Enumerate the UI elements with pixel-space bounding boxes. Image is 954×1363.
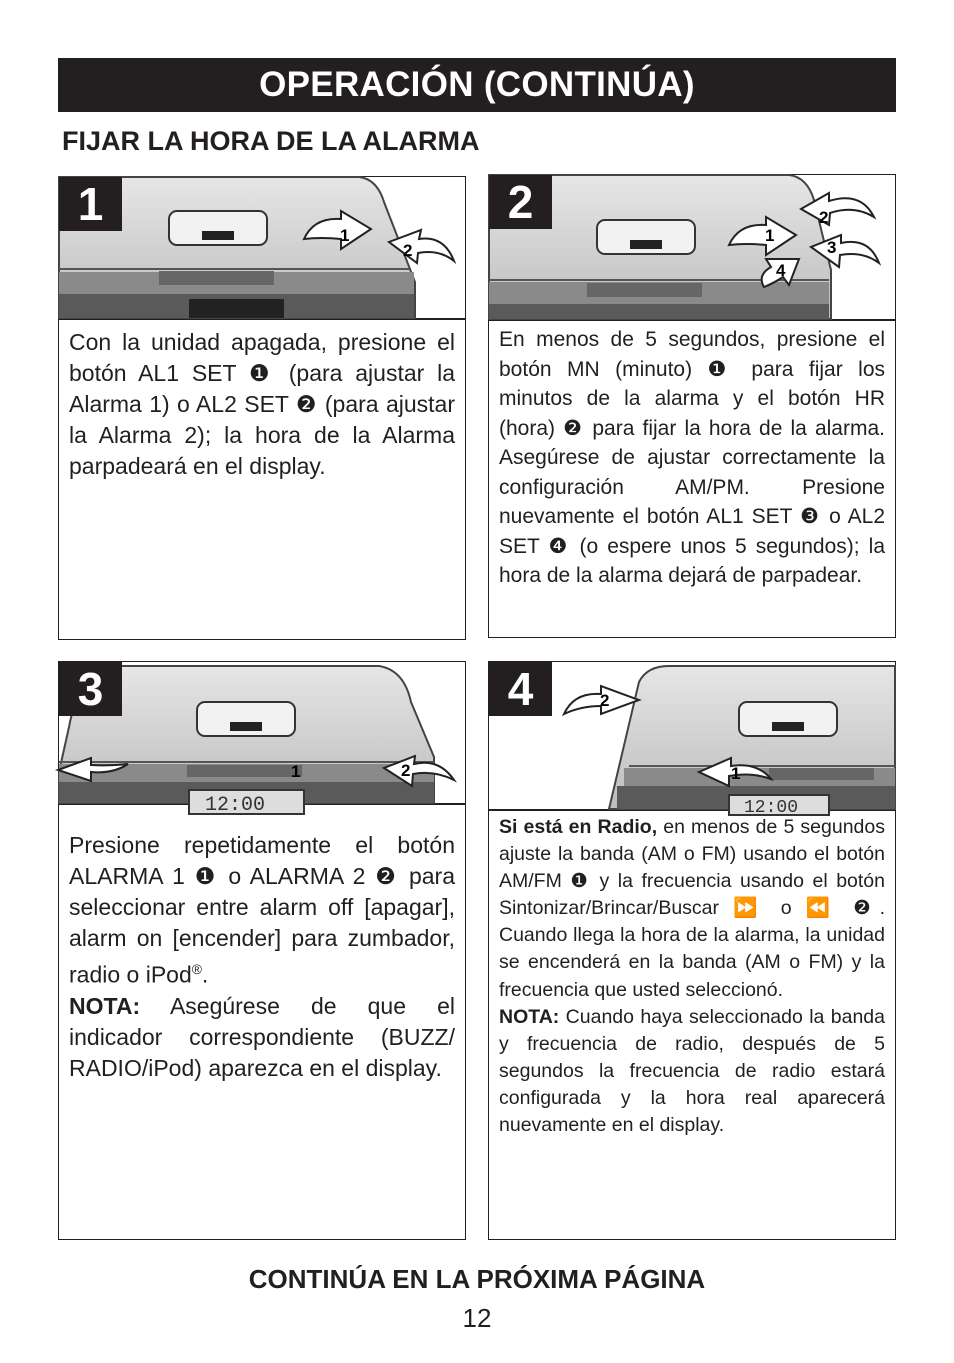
step-1-text: Con la unidad apagada, presione el botón AL1 SET ❶ (para ajustar la Alarma 1) o AL2 SET ❷ (para ajustar la Alarma 2); la hora de la Alarma parpadeará en el display. xyxy=(69,329,455,479)
step-4-callout-1: 1 xyxy=(731,764,741,783)
step-3-callout-2: 2 xyxy=(401,761,411,780)
step-2-callout-2: 2 xyxy=(819,208,829,227)
step-4-panel xyxy=(488,661,896,1240)
page-number: 12 xyxy=(462,1303,492,1333)
step-3-display: 12:00 xyxy=(205,794,266,817)
step-3-callout-1: 1 xyxy=(291,762,301,781)
step-1-number: 1 xyxy=(59,177,122,231)
step-2-number: 2 xyxy=(489,175,552,229)
step-3-main-text-end: . xyxy=(201,961,209,988)
step-1-callout-2: 2 xyxy=(403,241,413,260)
fast-forward-icon: ⏩ xyxy=(733,897,767,920)
rewind-icon: ⏪ xyxy=(805,897,839,920)
step-3-text xyxy=(69,830,455,1084)
step-2-callout-4: 4 xyxy=(776,261,786,280)
step-2-text: En menos de 5 segundos, presione el botón MN (minuto) ❶ para fijar los minutos de la alarma y el botón HR (hora) ❷ para fijar la hora de la alarma. Asegúrese de ajustar correctamente la configuración AM/PM. Presione nuevamente el botón AL1 SET ❸ o AL2 SET ❹ (o espere unos 5 segundos); la hora de la alarma dejará de parpadear. xyxy=(499,328,885,587)
step-4-note-text: Cuando haya seleccionado la banda y frecuencia de radio, después de 5 segundos la frecuencia de radio estará configurada y la hora real aparecerá nuevamente en el display. xyxy=(499,1005,885,1137)
step-1-panel xyxy=(58,176,466,640)
page-title: OPERACIÓN (CONTINÚA) xyxy=(259,65,695,104)
step-4-callout-2: 2 xyxy=(600,691,610,710)
step-3-panel xyxy=(58,661,466,1240)
section-title: FIJAR LA HORA DE LA ALARMA xyxy=(62,126,480,156)
step-4-lead: Si está en Radio, xyxy=(499,816,658,838)
step-3-main-text: Presione repetidamente el botón ALARMA 1 ❶ o ALARMA 2 ❷ para seleccionar entre alarm off [apagar], alarm on [encender] para zumbador, radio o iPod xyxy=(69,832,455,988)
step-4-text-c: ❷. Cuando llega la hora de la alarma, la unidad se encenderá en la banda (AM o FM) y la frecuencia que usted seleccionó. xyxy=(499,897,886,1001)
step-4-text xyxy=(499,814,885,1139)
continue-notice: CONTINÚA EN LA PRÓXIMA PÁGINA xyxy=(248,1264,706,1294)
step-4-display: 12:00 xyxy=(744,798,799,818)
step-4-note-label: NOTA: xyxy=(499,1005,560,1028)
step-3-number: 3 xyxy=(59,662,122,716)
step-2-callout-3: 3 xyxy=(827,238,837,257)
step-3-note-label: NOTA: xyxy=(69,992,141,1019)
step-1-callout-1: 1 xyxy=(340,226,350,245)
page-title-bar xyxy=(58,58,896,112)
step-2-callout-1: 1 xyxy=(765,226,775,245)
registered-mark: ® xyxy=(191,962,202,977)
step-4-text-b: o xyxy=(780,897,792,920)
step-3-note-text: Asegúrese de que el indicador correspondiente (BUZZ/ RADIO/iPod) aparezca en el display. xyxy=(69,992,455,1081)
step-2-panel xyxy=(488,174,896,638)
step-4-text-a: en menos de 5 segundos ajuste la banda (AM o FM) usando el botón AM/FM ❶ y la frecuencia usando el botón Sintonizar/Brincar/Buscar xyxy=(499,816,885,920)
step-4-number: 4 xyxy=(489,662,552,716)
